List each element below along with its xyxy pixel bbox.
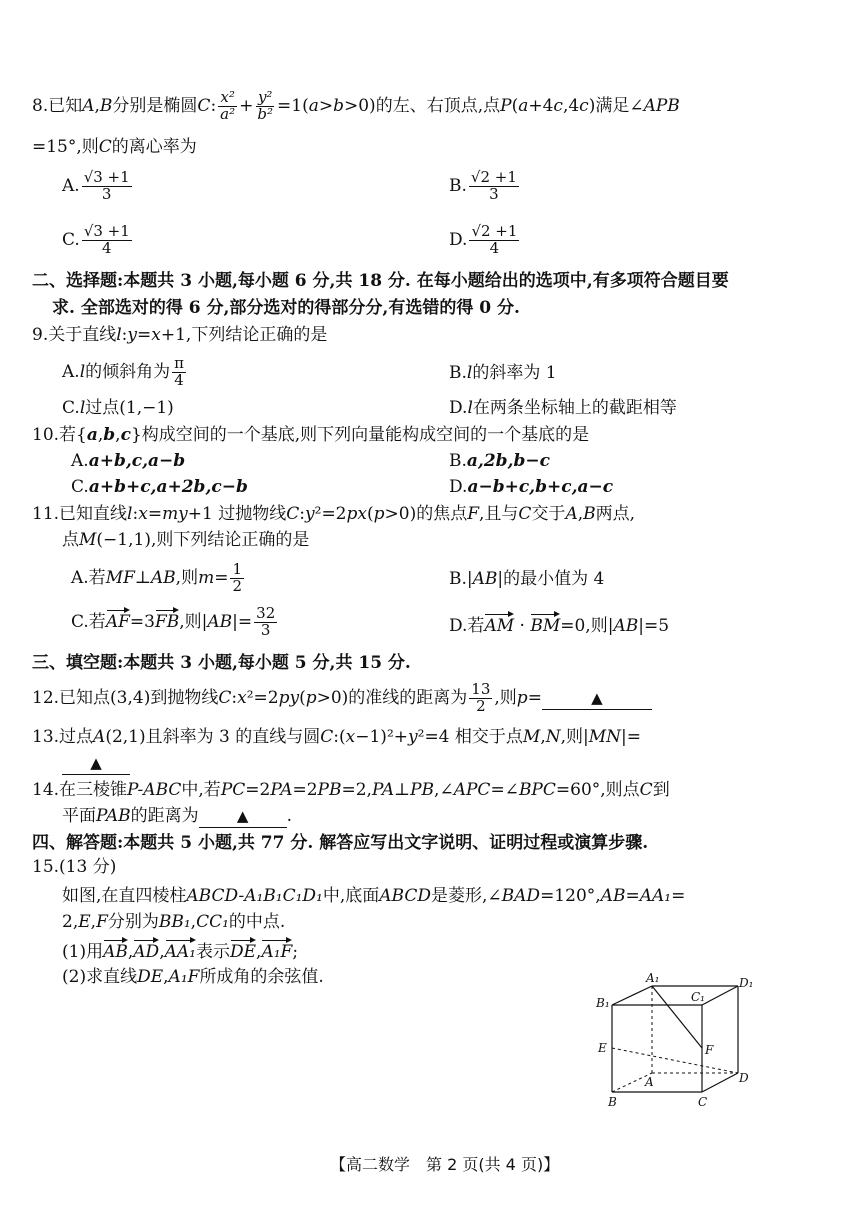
q13-answer-blank[interactable]: ▲ [62,752,130,775]
fraction-x-over-a: $\frac{\text{x²}}{\text{a²}}$ [220,88,236,123]
q14-answer-blank[interactable]: ▲ [199,805,287,828]
q15-stem: 如图,在直四棱柱ABCD-A₁B₁C₁D₁中,底面ABCD是菱形,∠BAD=120°,AB=AA₁= [62,886,686,906]
q12-stem: 12.已知点(3,4)到抛物线C:x²=2py(p>0)的准线的距离为 $\frac{13}{2}$ ,则p= ▲ [32,682,652,715]
section3-heading: 三、填空题:本题共 3 小题,每小题 5 分,共 15 分. [32,653,411,673]
q15-part1: (1)用AB,AD,AA₁表示DE,A₁F; [62,939,298,963]
q8-option-d: D. $\frac{√2 +1}{4}$ [449,222,518,257]
q9-option-a: A.l的倾斜角为 $\frac{\pi}{4}$ [62,354,184,389]
q9-option-c: C.l过点(1,−1) [62,398,174,418]
segment-e-d-hidden [612,1048,738,1073]
q13-answer-line [62,752,130,775]
q14-stem-line2: 平面PAB的距离为 ▲ . [62,806,293,826]
label-b1: B₁ [596,996,610,1010]
prism-figure [588,970,763,1115]
q10-stem: 10.若{a,b,c}构成空间的一个基底,则下列向量能构成空间的一个基底的是 [32,425,590,445]
q15-stem-line2: 2,E,F分别为BB₁,CC₁的中点. [62,912,286,932]
q11-option-a: A.若MF⊥AB,则m= $\frac{1}{2}$ [71,560,242,595]
q8-stem-line2: =15°,则C的离心率为 [32,137,197,157]
q10-option-c: C.a+b+c,a+2b,c−b [71,477,248,497]
edge-b1-a1 [612,986,652,1005]
label-a: A [645,1075,654,1089]
q8-option-c: C. $\frac{√3 +1}{4}$ [62,222,130,257]
q9-stem: 9.关于直线l:y=x+1,下列结论正确的是 [32,325,328,345]
q11-stem: 11.已知直线l:x=my+1 过抛物线C:y²=2px(p>0)的焦点F,且与C交于A,B两点, [32,504,636,524]
edge-d1-c1 [702,986,738,1005]
q9-option-d: D.l在两条坐标轴上的截距相等 [449,398,677,418]
q10-option-b: B.a,2b,b−c [449,451,550,471]
label-d: D [739,1071,749,1085]
q11-stem-line2: 点M(−1,1),则下列结论正确的是 [62,530,310,550]
q12-answer-blank[interactable]: ▲ [542,687,652,710]
page-footer: 【高二数学 第 2 页(共 4 页)】 [330,1155,560,1174]
label-d1: D₁ [739,976,754,990]
label-b: B [608,1095,617,1109]
q15-heading: 15.(13 分) [32,857,117,877]
label-c: C [698,1095,708,1109]
section2-heading-line2: 求. 全部选对的得 6 分,部分选对的得部分分,有选错的得 0 分. [52,298,520,318]
q9-option-b: B.l的斜率为 1 [449,363,557,383]
q11-option-d: D.若AM · BM=0,则|AB|=5 [449,613,669,637]
q8-option-b: B. $\frac{√2 +1}{3}$ [449,168,517,203]
q8-stem: 8.已知A,B分别是椭圆C: $\frac{\text{x²}}{\text{a²}}$ + $\frac{\text{y²}}{\text{b²}}$ =1(a>b>0)的左、右顶点,点P(a+4c,4c)满足∠APB [32,88,680,123]
fraction-y-over-b: $\frac{\text{y²}}{\text{b²}}$ [257,88,274,123]
section2-heading: 二、选择题:本题共 3 小题,每小题 6 分,共 18 分. 在每小题给出的选项中,有多项符合题目要 [32,271,729,291]
q10-option-d: D.a−b+c,b+c,a−c [449,477,614,497]
q14-stem: 14.在三棱锥P-ABC中,若PC=2PA=2PB=2,PA⊥PB,∠APC=∠BPC=60°,则点C到 [32,780,670,800]
label-f: F [705,1043,714,1057]
label-e: E [598,1041,607,1055]
q15-part2: (2)求直线DE,A₁F所成角的余弦值. [62,967,324,987]
q13-stem: 13.过点A(2,1)且斜率为 3 的直线与圆C:(x−1)²+y²=4 相交于点M,N,则|MN|= [32,727,642,747]
label-c1: C₁ [691,990,705,1004]
q11-option-b: B.|AB|的最小值为 4 [449,569,605,589]
q11-option-c: C.若AF=3FB,则|AB|= $\frac{32}{3}$ [71,604,276,639]
q8-option-a: A. $\frac{√3 +1}{3}$ [62,168,130,203]
edge-c-d [702,1073,738,1092]
q10-option-a: A.a+b,c,a−b [71,451,186,471]
section4-heading: 四、解答题:本题共 5 小题,共 77 分. 解答应写出文字说明、证明过程或演算步骤. [32,833,649,853]
label-a1: A₁ [646,971,660,985]
